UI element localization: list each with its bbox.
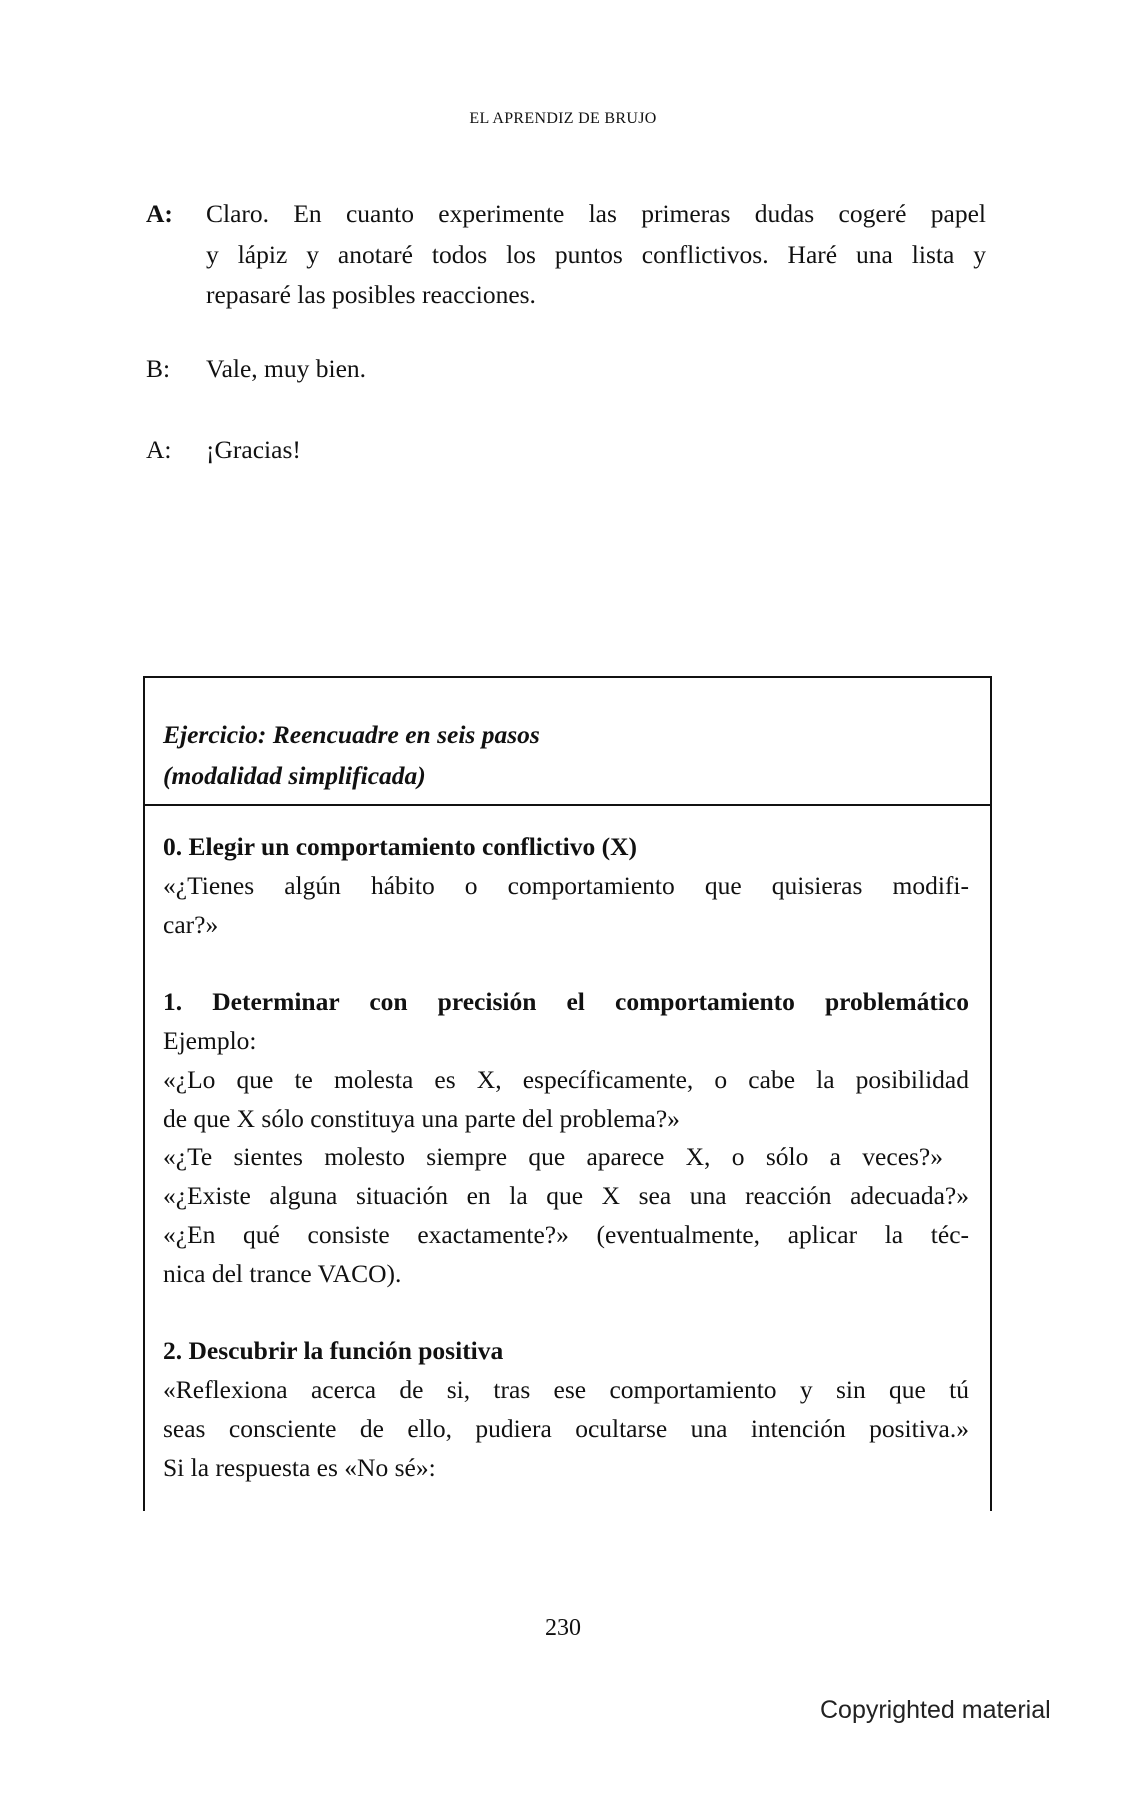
step-heading: 2. Descubrir la función positiva <box>163 1336 504 1366</box>
page-number: 230 <box>545 1615 581 1641</box>
step-line: Si la respuesta es «No sé»: <box>163 1452 436 1482</box>
step-line: «Reflexiona acerca de si, tras ese comportamiento y sin que tú <box>163 1375 969 1405</box>
step-line: «¿En qué consiste exactamente?» (eventualmente, aplicar la téc- <box>163 1219 969 1249</box>
exercise-body <box>163 828 969 1488</box>
step-line: «¿Existe alguna situación en la que X sea una reacción adecuada?» <box>163 1181 969 1211</box>
dialogue-turn <box>146 430 986 471</box>
dialogue-line: Vale, muy bien. <box>206 354 367 383</box>
step-line: Ejemplo: <box>163 1025 257 1055</box>
dialogue-turn <box>146 349 986 390</box>
step-line: «¿Tienes algún hábito o comportamiento que quisieras modifi- <box>163 870 969 900</box>
step-line: seas consciente de ello, pudiera ocultarse una intención positiva.» <box>163 1413 969 1443</box>
copyright-watermark: Copyrighted material <box>820 1696 1051 1724</box>
step-line: «¿Lo que te molesta es X, específicamente, o cabe la posibilidad <box>163 1064 969 1094</box>
title-divider <box>145 804 990 806</box>
exercise-title-line: (modalidad simplificada) <box>163 761 426 790</box>
dialogue-line: repasaré las posibles reacciones. <box>206 280 536 309</box>
step-heading: 0. Elegir un comportamiento conflictivo (X) <box>163 832 638 861</box>
step-line: nica del trance VACO). <box>163 1258 402 1288</box>
speaker-label: A: <box>146 199 173 228</box>
exercise-title <box>163 714 540 796</box>
dialogue-line: ¡Gracias! <box>206 435 301 464</box>
step-heading: 1. Determinar con precisión el comportamiento problemático <box>163 987 969 1017</box>
exercise-title-line: Ejercicio: Reencuadre en seis pasos <box>163 720 540 749</box>
step-line: «¿Te sientes molesto siempre que aparece X, o sólo a veces?» <box>163 1142 943 1172</box>
speaker-label: A: <box>146 435 172 464</box>
speaker-label: B: <box>146 354 171 383</box>
running-head: EL APRENDIZ DE BRUJO <box>469 110 657 127</box>
dialogue-turn <box>146 194 986 319</box>
step-line: de que X sólo constituya una parte del problema?» <box>163 1103 680 1133</box>
step-line: car?» <box>163 909 219 939</box>
dialogue-line: y lápiz y anotaré todos los puntos conflictivos. Haré una lista y <box>206 239 986 269</box>
dialogue-line: Claro. En cuanto experimente las primeras dudas cogeré papel <box>206 199 986 228</box>
exercise-box <box>143 676 992 1511</box>
